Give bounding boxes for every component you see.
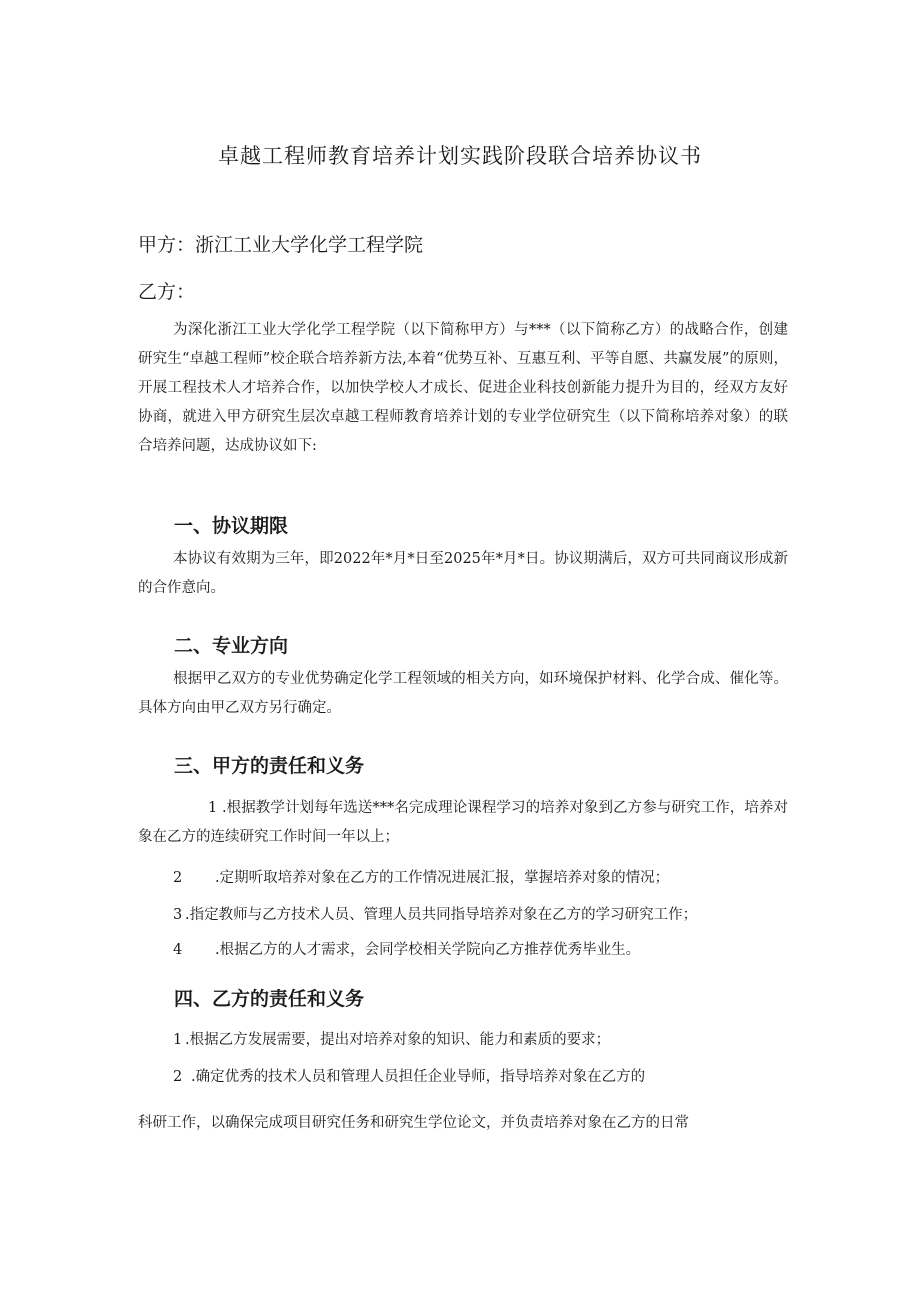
section-heading-party-b-duties: 四、乙方的责任和义务 [174,988,365,1010]
party-a-line: 甲方：浙江工业大学化学工程学院 [138,234,424,256]
list-item-number: 2 [173,1069,183,1085]
list-item [138,794,788,852]
list-item-number: 3 [173,907,183,923]
list-item [138,1026,788,1055]
list-item [138,864,788,893]
list-item-text: .确定优秀的技术人员和管理人员担任企业导师，指导培养对象在乙方的 [191,1069,646,1085]
list-item-number: 2 [173,870,183,886]
section-heading-party-a-duties: 三、甲方的责任和义务 [174,755,365,777]
document-title: 卓越工程师教育培养计划实践阶段联合培养协议书 [218,144,702,168]
list-item-number: 4 [173,942,183,958]
list-item [138,901,803,930]
list-item [138,936,788,965]
party-b-line: 乙方： [138,281,196,303]
section-heading-direction: 二、专业方向 [174,635,289,657]
list-item-text: .根据乙方的人才需求，会同学校相关学院向乙方推荐优秀毕业生。 [215,942,641,958]
list-item-number: 1 [173,1032,183,1048]
section-term-text: 本协议有效期为三年，即2022年*月*日至2025年*月*日。协议期满后，双方可共同商议形成新的合作意向。 [138,551,788,596]
section-direction-text: 根据甲乙双方的专业优势确定化学工程领域的相关方向，如环境保护材料、化学合成、催化等。具体方向由甲乙双方另行确定。 [138,671,788,716]
list-item [138,1063,788,1092]
list-item-text: .根据乙方发展需要，提出对培养对象的知识、能力和素质的要求； [185,1032,611,1048]
continuation-text: 科研工作，以确保完成项目研究任务和研究生学位论文，并负责培养对象在乙方的日常 [138,1115,689,1131]
list-item-number: 1 [208,800,218,816]
list-item-text: .指定教师与乙方技术人员、管理人员共同指导培养对象在乙方的学习研究工作； [185,907,698,923]
list-item-text: .根据教学计划每年选送***名完成理论课程学习的培养对象到乙方参与研究工作，培养对象在乙方的连续研究工作时间一年以上； [138,800,789,845]
section-heading-term: 一、协议期限 [174,515,289,537]
intro-paragraph: 为深化浙江工业大学化学工程学院（以下简称甲方）与***（以下简称乙方）的战略合作，创建研究生“卓越工程师”校企联合培养新方法,本着“优势互补、互惠互利、平等自愿、共赢发展”的原则，开展工程技术人才培养合作，以加快学校人才成长、促进企业科技创新能力提升为目的，经双方友好协商，就进入甲方研究生层次卓越工程师教育培养计划的专业学位研究生（以下简称培养对象）的联合培养问题，达成协议如下: [138,322,788,454]
list-item-text: .定期听取培养对象在乙方的工作情况进展汇报，掌握培养对象的情况； [215,870,670,886]
